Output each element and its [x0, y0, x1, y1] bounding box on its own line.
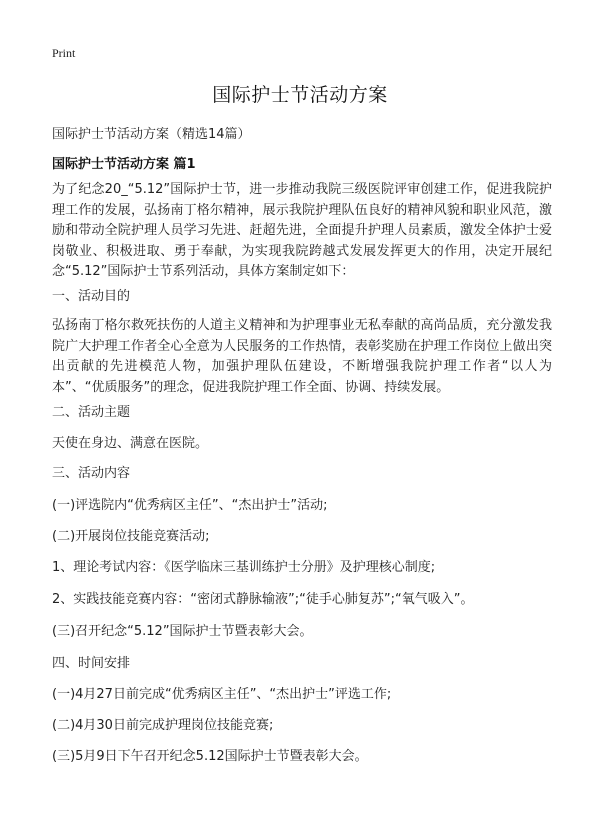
print-label: Print: [52, 46, 76, 60]
document-title: 国际护士节活动方案: [212, 84, 388, 106]
intro-paragraph: 为了纪念20_“5.12”国际护士节，进一步推动我院三级医院评审创建工作，促进我院护理工作的发展，弘扬南丁格尔精神，展示我院护理队伍良好的精神风貌和职业风范，激励和带动全院护理人员学习先进、赶超先进，全面提升护理人员素质，激发全体护士爱岗敬业、积极进取、勇于奉献，为实现我院跨越式发展发挥更大的作用，决定开展纪念“5.12”国际护士节系列活动，具体方案制定如下：: [52, 182, 552, 279]
theme-text: 天使在身边、满意在医院。: [52, 436, 209, 451]
heading-content: 三、活动内容: [52, 466, 131, 481]
heading-purpose: 一、活动目的: [52, 289, 131, 304]
heading-theme: 二、活动主题: [52, 405, 131, 420]
heading-schedule: 四、时间安排: [52, 656, 131, 671]
schedule-item-3: (三)5月9日下午召开纪念5.12国际护士节暨表彰大会。: [52, 749, 368, 764]
content-item-2-2: 2、实践技能竞赛内容：“密闭式静脉输液”;“徒手心肺复苏”;“氧气吸入”。: [52, 592, 474, 607]
content-item-2-1: 1、理论考试内容：《医学临床三基训练护士分册》及护理核心制度;: [52, 560, 436, 575]
schedule-item-2: (二)4月30日前完成护理岗位技能竞赛;: [52, 718, 274, 733]
content-item-1: (一)评选院内“优秀病区主任”、“杰出护士”活动;: [52, 498, 328, 513]
schedule-item-1: (一)4月27日前完成“优秀病区主任”、“杰出护士”评选工作;: [52, 687, 392, 702]
content-item-3: (三)召开纪念“5.12”国际护士节暨表彰大会。: [52, 624, 313, 639]
purpose-paragraph: 弘扬南丁格尔救死扶伤的人道主义精神和为护理事业无私奉献的高尚品质，充分激发我院广大护理工作者全心全意为人民服务的工作热情，表彰奖励在护理工作岗位上做出突出贡献的先进模范人物，加强护理队伍建设，不断增强我院护理工作者“以人为本”、“优质服务”的理念，促进我院护理工作全面、协调、持续发展。: [52, 318, 552, 395]
content-item-2: (二)开展岗位技能竞赛活动;: [52, 529, 210, 544]
document-subtitle: 国际护士节活动方案（精选14篇）: [52, 127, 251, 142]
section-heading: 国际护士节活动方案 篇1: [52, 157, 196, 172]
